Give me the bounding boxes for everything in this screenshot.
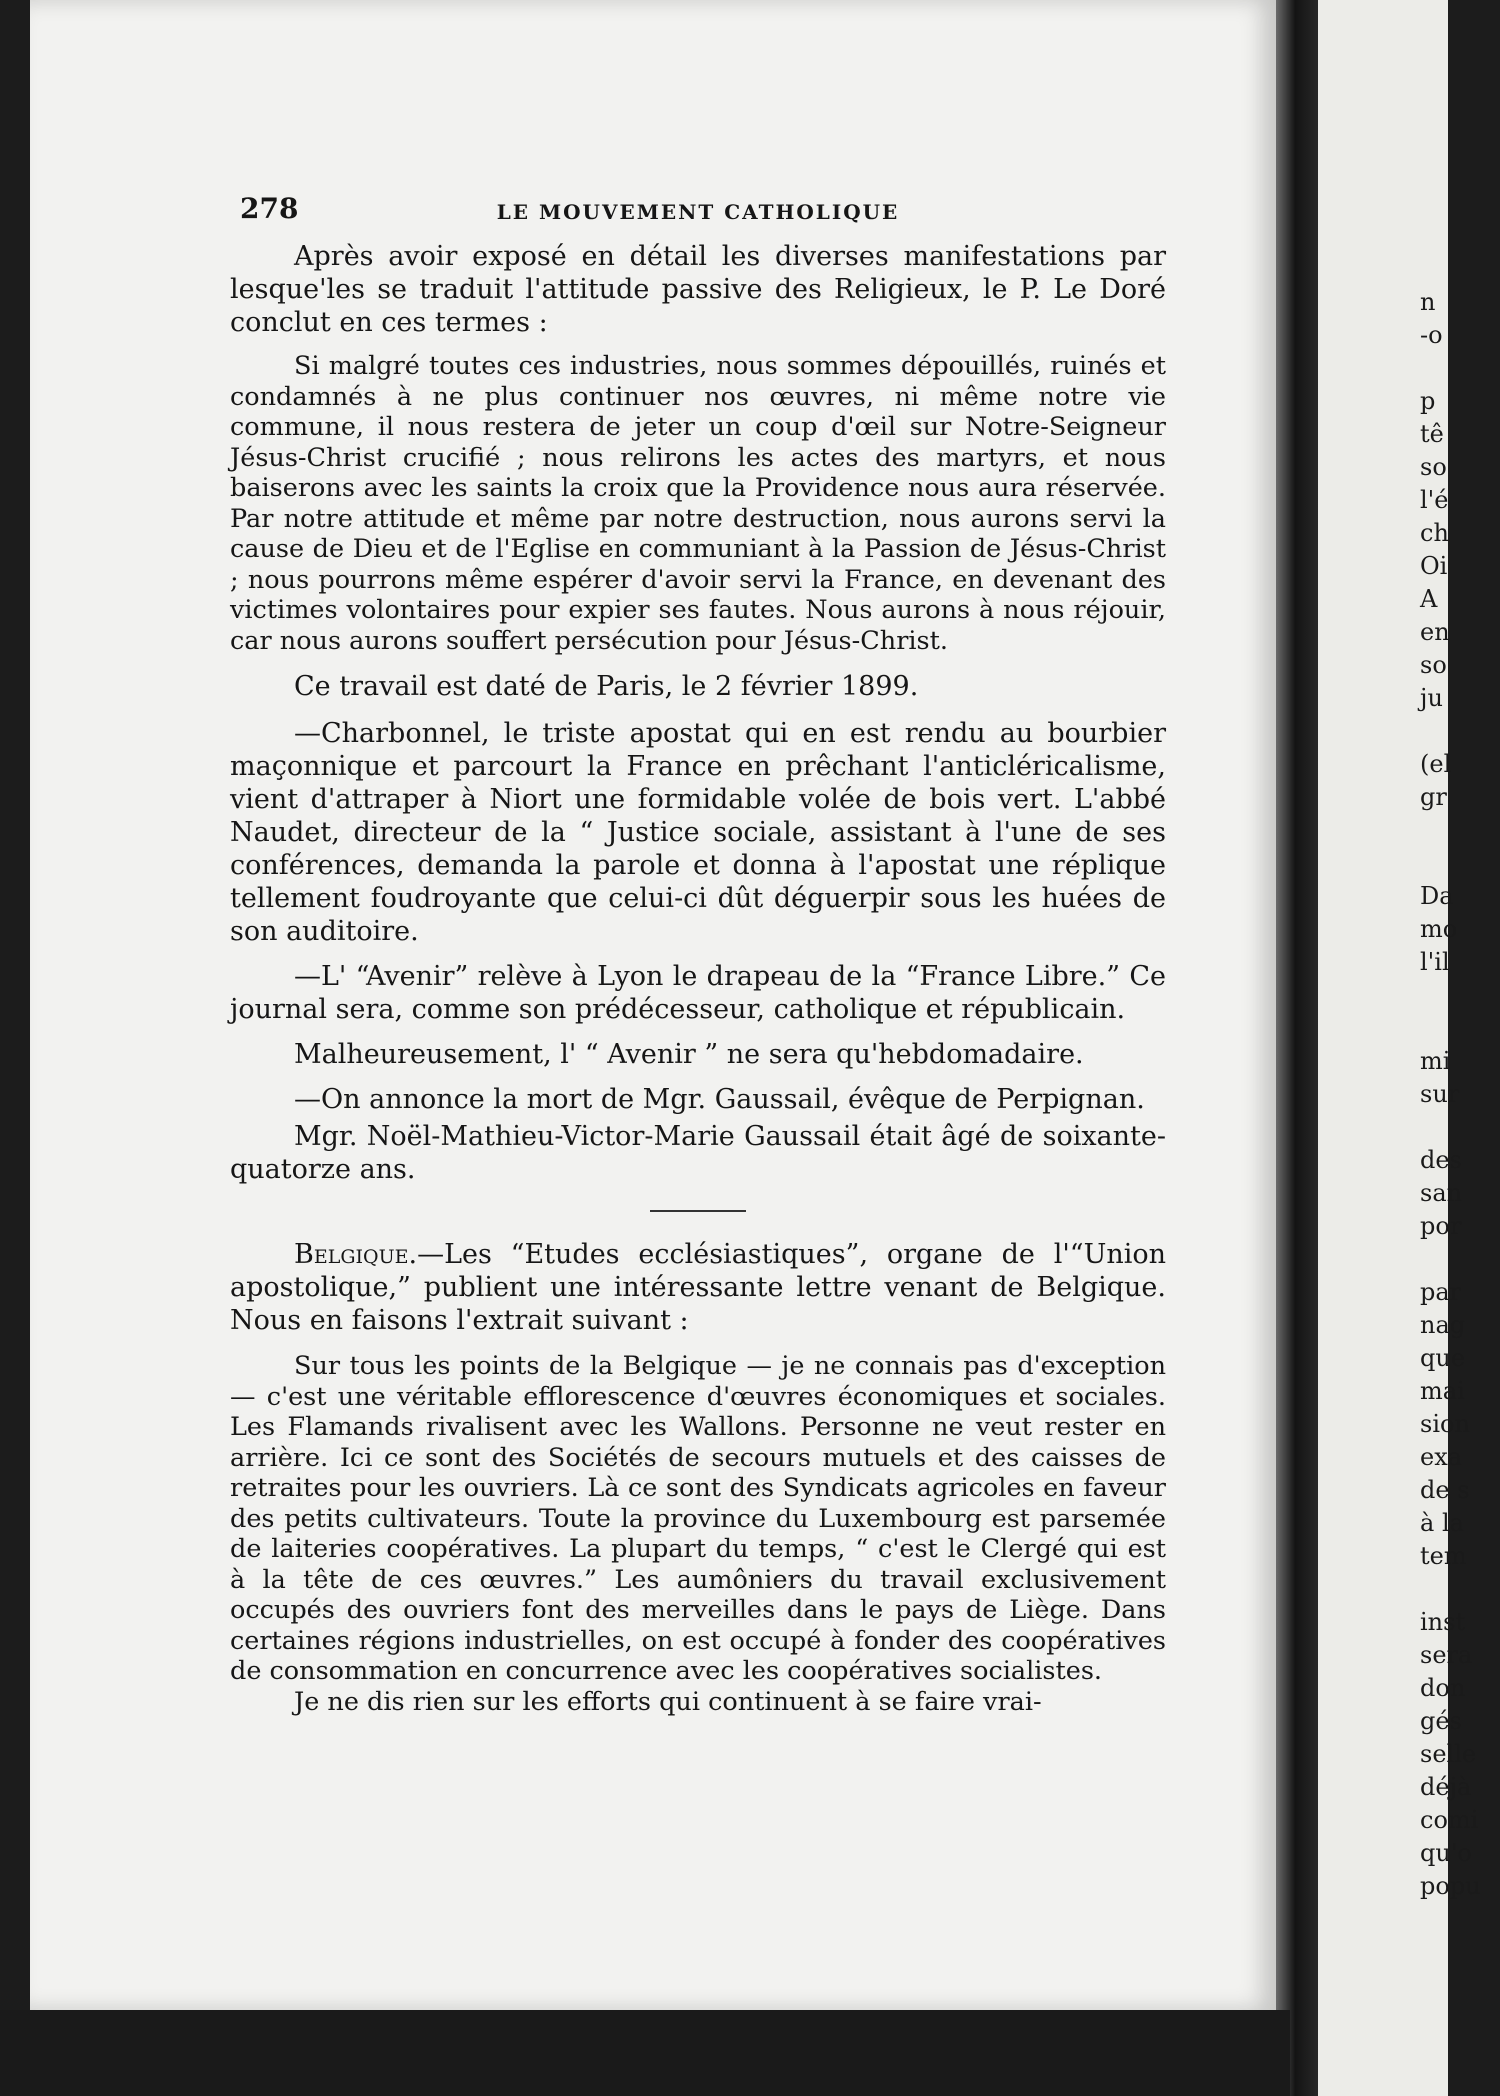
belgique-text: —Les “Etudes ecclésiastiques”, organe de l'“Union apostolique,” publient une intéressante lettre venant de Belgique. Nous en faisons l'extrait suivant : bbox=[230, 1239, 1166, 1336]
paragraph: Après avoir exposé en détail les diverses manifestations par lesque'les se traduit l'attitude passive des Religieux, le P. Le Doré conclut en ces termes : bbox=[230, 241, 1166, 338]
facing-page-fragment: des bbox=[1420, 1146, 1462, 1174]
book-gutter bbox=[1276, 0, 1324, 2096]
section-divider bbox=[650, 1210, 746, 1212]
facing-page-fragment: l'é bbox=[1420, 486, 1449, 514]
paragraph: Ce travail est daté de Paris, le 2 février 1899. bbox=[294, 671, 919, 702]
facing-page-fragment: san bbox=[1420, 1179, 1463, 1207]
facing-page-fragment: de s bbox=[1420, 1476, 1470, 1504]
paragraph: Mgr. Noël-Mathieu-Victor-Marie Gaussail était âgé de soixante-quatorze ans. bbox=[230, 1121, 1166, 1185]
facing-page-fragment: A bbox=[1420, 585, 1438, 613]
facing-page-fragment: mo bbox=[1420, 915, 1458, 943]
quoted-paragraph: Si malgré toutes ces industries, nous sommes dépouillés, ruinés et condamnés à ne plus continuer nos œuvres, ni même notre vie commune, il nous restera de jeter un coup d'œil sur Notre-Seigneur Jésus-Christ crucifié ; nous relirons les actes des martyrs, et nous baiserons avec les saints la croix que la Providence nous aura réservée. Par notre attitude et même par notre destruction, nous aurons servi la cause de Dieu et de l'Eglise en communiant à la Passion de Jésus-Christ ; nous pourrons même espérer d'avoir servi la France, en devenant des victimes volontaires pour expier ses fautes. Nous aurons à nous réjouir, car nous aurons souffert persécution pour Jésus-Christ. bbox=[230, 351, 1166, 656]
facing-page-fragment: tê bbox=[1420, 420, 1444, 448]
facing-page-fragment: so bbox=[1420, 651, 1447, 679]
facing-page-fragment bbox=[1420, 1111, 1500, 1144]
facing-page-fragment: à la bbox=[1420, 1509, 1464, 1537]
facing-page-fragment: gr bbox=[1420, 783, 1447, 811]
facing-page-fragment bbox=[1420, 979, 1500, 1012]
quoted-paragraph: Sur tous les points de la Belgique — je ne connais pas d'exception — c'est une véritable efflorescence d'œuvres économiques et sociales. Les Flamands rivalisent avec les Wallons. Personne ne veut rester en arrière. Ici ce sont des Sociétés de secours mutuels et des caisses de retraites pour les ouvriers. Là ce sont des Syndicats agricoles en faveur des petits cultivateurs. Toute la province du Luxembourg est parsemée de laiteries coopératives. La plupart du temps, “ c'est le Clergé qui est à la tête de ces œuvres.” Les aumôniers du travail exclusivement occupés des ouvriers font des merveilles dans le pays de Liège. Dans certaines régions industrielles, on est occupé à fonder des coopératives de consommation en concurrence avec les coopératives socialistes. bbox=[230, 1351, 1166, 1686]
section-heading: Belgique. bbox=[294, 1239, 418, 1270]
facing-page-fragment: sur bbox=[1420, 1080, 1460, 1108]
facing-page-fragment: Oi bbox=[1420, 552, 1448, 580]
facing-page-fragment: ch bbox=[1420, 519, 1449, 547]
facing-page-fragment: selle bbox=[1420, 1740, 1477, 1768]
facing-page-fragment: qu'o bbox=[1420, 1839, 1472, 1867]
facing-page-fragment: mi bbox=[1420, 1047, 1451, 1075]
paragraph: —On annonce la mort de Mgr. Gaussail, évêque de Perpignan. bbox=[294, 1084, 1145, 1115]
facing-page-fragment: sera bbox=[1420, 1641, 1473, 1669]
facing-page-fragment: ju bbox=[1420, 684, 1443, 712]
paragraph: —L' “Avenir” relève à Lyon le drapeau de la “France Libre.” Ce journal sera, comme son prédécesseur, catholique et républicain. bbox=[230, 961, 1166, 1025]
belgique-paragraph bbox=[230, 1238, 1166, 1337]
page-header bbox=[230, 182, 1166, 232]
facing-page-fragment bbox=[1420, 814, 1500, 847]
scan-bottom-edge bbox=[0, 2010, 1290, 2096]
quoted-paragraph: Je ne dis rien sur les efforts qui continuent à se faire vrai- bbox=[294, 1686, 1042, 1717]
facing-page-fragment: nag bbox=[1420, 1311, 1466, 1339]
paragraph: Malheureusement, l' “ Avenir ” ne sera qu'hebdomadaire. bbox=[294, 1039, 1084, 1070]
facing-page-fragment: comi bbox=[1420, 1806, 1479, 1834]
facing-page-fragments bbox=[1420, 286, 1500, 1903]
page-text bbox=[230, 182, 1166, 1717]
facing-page-fragment: exa bbox=[1420, 1443, 1463, 1471]
facing-page-fragment bbox=[1420, 1012, 1500, 1045]
facing-page-fragment bbox=[1420, 1243, 1500, 1276]
facing-page-fragment: sion bbox=[1420, 1410, 1470, 1438]
facing-page-fragment: en bbox=[1420, 618, 1450, 646]
facing-page-fragment: popu bbox=[1420, 1872, 1481, 1900]
facing-page-fragment: -o bbox=[1420, 321, 1443, 349]
facing-page-fragment: tem bbox=[1420, 1542, 1467, 1570]
facing-page-fragment: mai bbox=[1420, 1377, 1465, 1405]
paragraph: —Charbonnel, le triste apostat qui en est rendu au bourbier maçonnique et parcourt la France en prêchant l'anticléricalisme, vient d'attraper à Niort une formidable volée de bois vert. L'abbé Naudet, directeur de la “ Justice sociale, assistant à l'une de ses conférences, demanda la parole et donna à l'apostat une réplique tellement foudroyante que celui-ci dût déguerpir sous les huées de son auditoire. bbox=[230, 718, 1166, 947]
facing-page-fragment: l'il bbox=[1420, 948, 1450, 976]
facing-page-fragment bbox=[1420, 847, 1500, 880]
facing-page-fragment: n bbox=[1420, 288, 1436, 316]
facing-page-fragment: par bbox=[1420, 1278, 1462, 1306]
facing-page-fragment bbox=[1420, 715, 1500, 748]
facing-page-fragment: por bbox=[1420, 1212, 1462, 1240]
facing-page-fragment: p bbox=[1420, 387, 1436, 415]
facing-page-fragment: déjà bbox=[1420, 1773, 1472, 1801]
facing-page-fragment: don bbox=[1420, 1674, 1466, 1702]
facing-page-fragment bbox=[1420, 352, 1500, 385]
running-title: LE MOUVEMENT CATHOLIQUE bbox=[496, 200, 900, 224]
page-number: 278 bbox=[240, 192, 299, 225]
facing-page-fragment: Da bbox=[1420, 882, 1454, 910]
facing-page-fragment bbox=[1420, 1573, 1500, 1606]
facing-page-fragment: gés bbox=[1420, 1707, 1462, 1735]
facing-page-fragment: (el bbox=[1420, 750, 1452, 778]
facing-page-fragment: inst bbox=[1420, 1608, 1466, 1636]
facing-page-fragment: que bbox=[1420, 1344, 1466, 1372]
facing-page-fragment: so bbox=[1420, 453, 1447, 481]
